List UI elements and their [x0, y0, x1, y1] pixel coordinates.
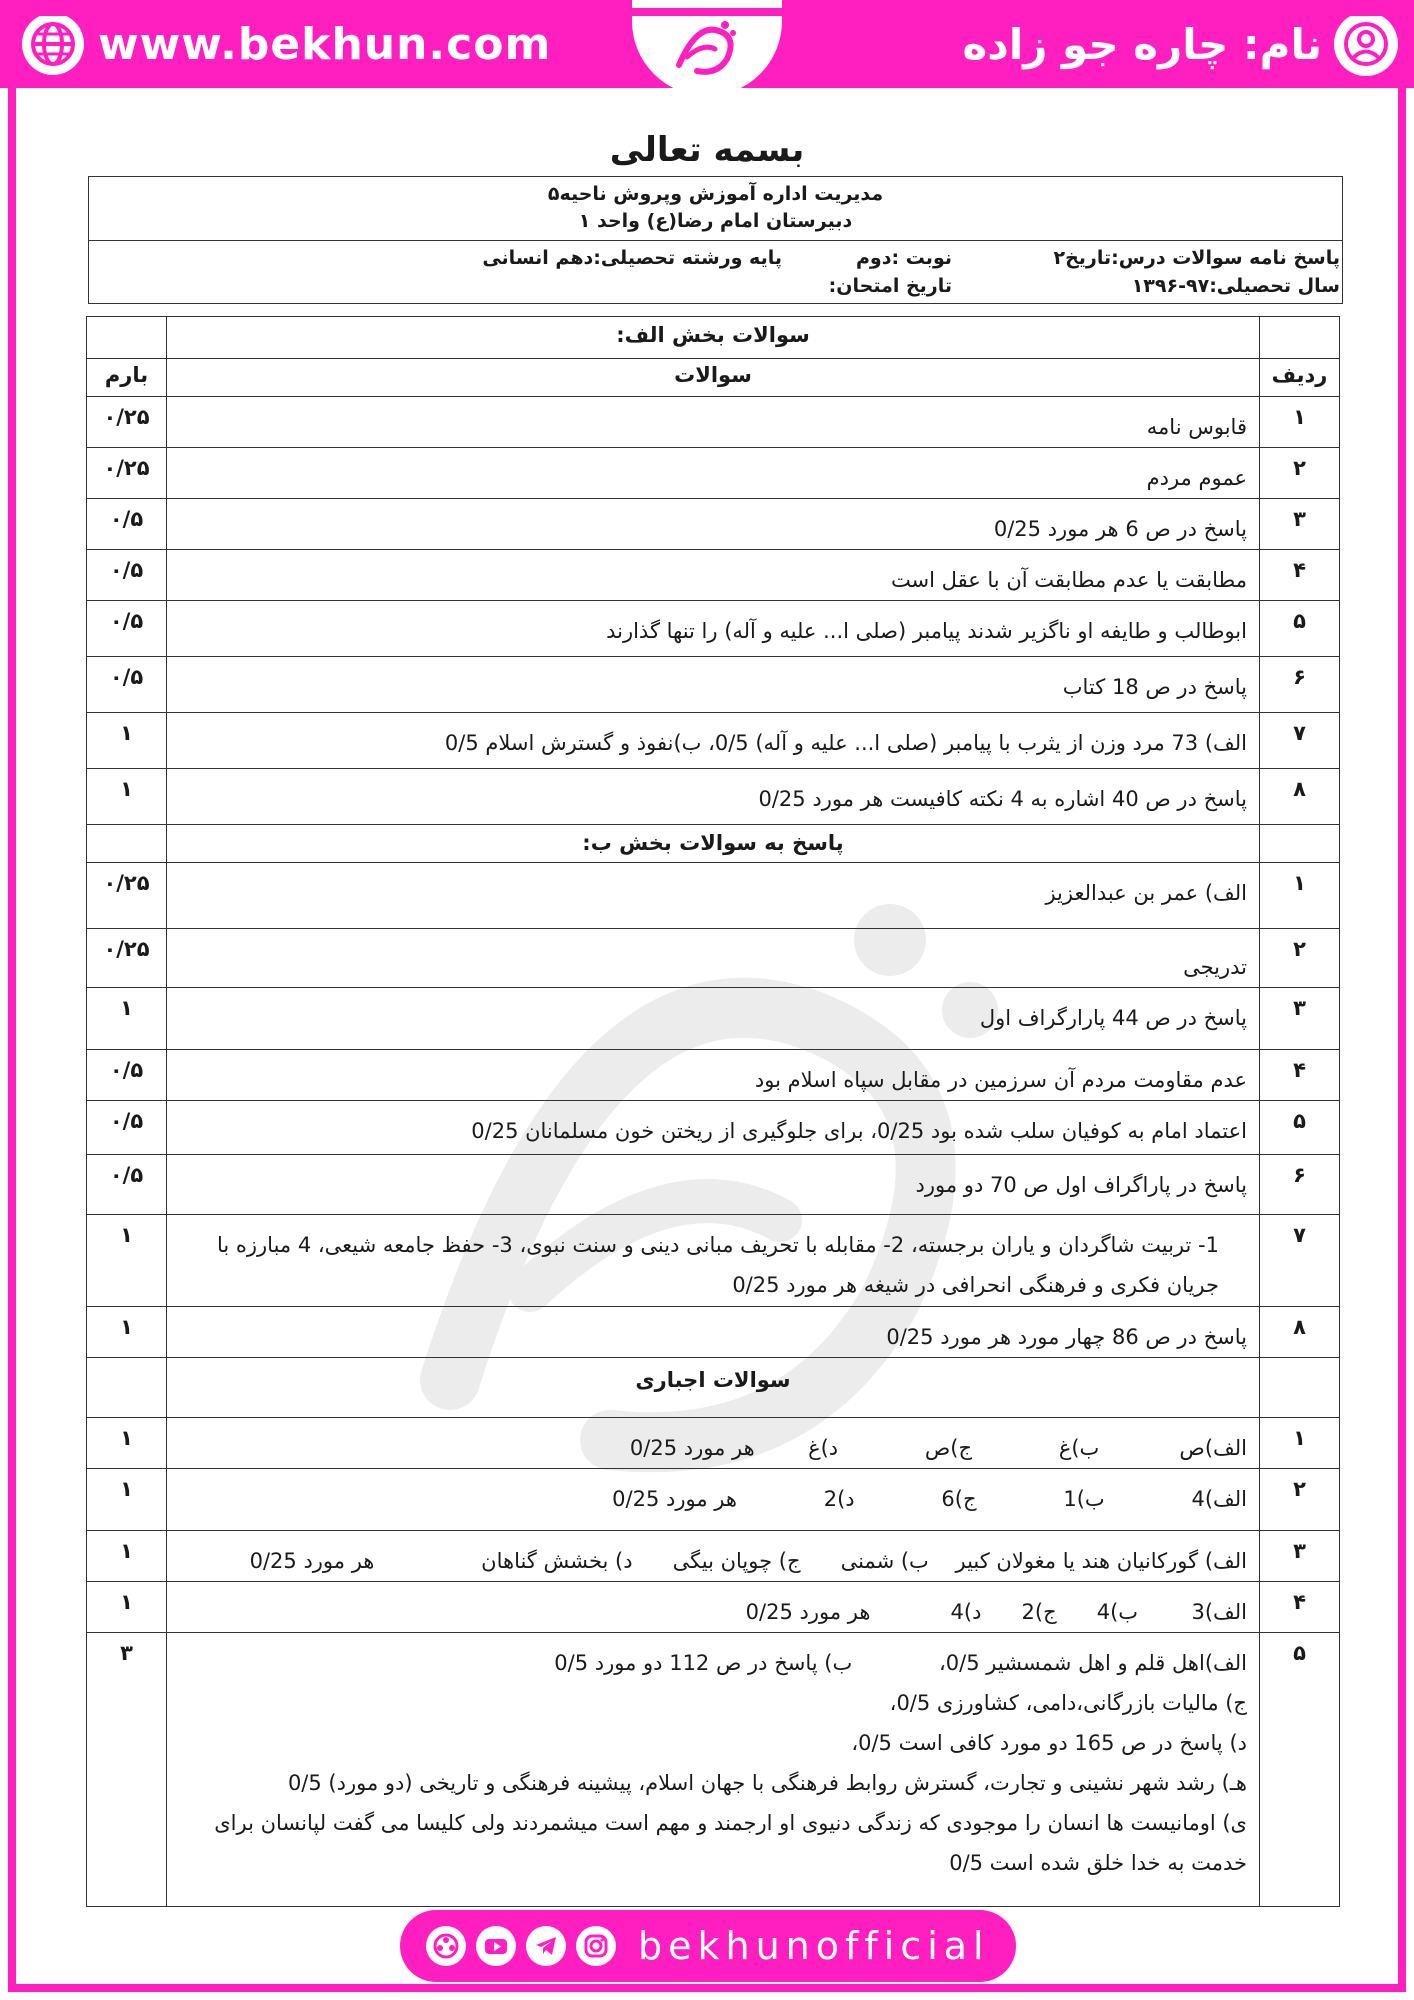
page-title: بسمه تعالی	[609, 130, 805, 170]
table-row: ۱ قابوس نامه ۰/۲۵	[87, 397, 1340, 448]
table-row: ۵ ابوطالب و طایفه او ناگزیر شدند پیامبر (صلی ا... علیه و آله) را تنها گذارند ۰/۵	[87, 601, 1340, 657]
exam-date-label: تاریخ امتحان:	[828, 275, 952, 297]
table-row: ۶ پاسخ در پاراگراف اول ص 70 دو مورد ۰/۵	[87, 1155, 1340, 1215]
grade-label: پایه ورشته تحصیلی:دهم انسانی	[482, 247, 782, 269]
table-row: ۳ الف) گورکانیان هند یا مغولان کبیر ب) شمنی ج) چوپان بیگی د) بخشش گناهان هر مورد 0/25 ۱	[87, 1531, 1340, 1582]
youtube-icon[interactable]	[476, 1926, 516, 1966]
student-name: نام: چاره جو زاده	[962, 19, 1322, 69]
year-label: سال تحصیلی:۹۷-۱۳۹۶	[1131, 275, 1340, 297]
table-row: ۱ الف)ص ب)غ ج)ص د)غ هر مورد 0/25 ۱	[87, 1418, 1340, 1469]
table-row: ۵ اعتماد امام به کوفیان سلب شده بود 0/25، برای جلوگیری از ریختن خون مسلمانان 0/25 ۰/۵	[87, 1101, 1340, 1155]
district-line: مدیریت اداره آموزش وپروش ناحیه۵	[547, 183, 884, 205]
subject-label: پاسخ نامه سوالات درس:تاریخ۲	[1053, 247, 1340, 269]
answer-table	[86, 316, 1340, 1907]
film-reel-icon[interactable]	[426, 1926, 466, 1966]
school-header	[89, 177, 1342, 241]
col-score-header: بارم	[87, 359, 167, 397]
col-question-header: سوالات	[167, 359, 1260, 397]
col-row-header: ردیف	[1260, 359, 1340, 397]
table-row: ۶ پاسخ در ص 18 کتاب ۰/۵	[87, 657, 1340, 713]
exam-info-box	[88, 176, 1343, 304]
instagram-icon[interactable]	[576, 1926, 616, 1966]
section-b-row	[87, 825, 1340, 863]
table-row: ۷ 1- تربیت شاگردان و یاران برجسته، 2- مقابله با تحریف مبانی دینی و سنت نبوی، 3- حفظ جامعه شیعی، 4 مبارزه با جریان فکری و فرهنگی انحرافی در شیغه هر مورد 0/25 ۱	[87, 1215, 1340, 1307]
table-row: ۸ پاسخ در ص 86 چهار مورد هر مورد 0/25 ۱	[87, 1307, 1340, 1358]
section-b-title: پاسخ به سوالات بخش ب:	[167, 825, 1260, 863]
telegram-icon[interactable]	[526, 1926, 566, 1966]
table-row: ۸ پاسخ در ص 40 اشاره به 4 نکته کافیست هر مورد 0/25 ۱	[87, 769, 1340, 825]
school-line: دبیرستان امام رضا(ع) واحد ۱	[578, 210, 853, 232]
table-row: ۲ عموم مردم ۰/۲۵	[87, 448, 1340, 499]
turn-label: نوبت :دوم	[856, 247, 952, 269]
social-footer	[400, 1910, 1016, 1982]
table-row: ۲ الف)4 ب)1 ج)6 د)2 هر مورد 0/25 ۱	[87, 1469, 1340, 1531]
table-header-row	[87, 359, 1340, 397]
table-row: ۷ الف) 73 مرد وزن از یثرب با پیامبر (صلی ا... علیه و آله) 0/5، ب)نفوذ و گسترش اسلام 0/5 ۱	[87, 713, 1340, 769]
table-row: ۳ پاسخ در ص 6 هر مورد 0/25 ۰/۵	[87, 499, 1340, 550]
table-row: ۴ عدم مقاومت مردم آن سرزمین در مقابل سپاه اسلام بود ۰/۵	[87, 1050, 1340, 1101]
table-row: ۴ مطابقت یا عدم مطابقت آن با عقل است ۰/۵	[87, 550, 1340, 601]
section-c-title: سوالات اجباری	[167, 1358, 1260, 1418]
site-url: www.bekhun.com	[98, 18, 552, 70]
table-row: ۱ الف) عمر بن عبدالعزیز ۰/۲۵	[87, 863, 1340, 929]
social-handle: bekhunofficial	[638, 1924, 990, 1968]
table-row: ۲ تدریجی ۰/۲۵	[87, 929, 1340, 988]
table-row: ۴ الف)3 ب)4 ج)2 د)4 هر مورد 0/25 ۱	[87, 1582, 1340, 1633]
section-a-title: سوالات بخش الف:	[167, 317, 1260, 359]
table-row: ۳ پاسخ در ص 44 پارارگراف اول ۱	[87, 988, 1340, 1050]
section-c-row	[87, 1358, 1340, 1418]
table-row: ۵ الف)اهل قلم و اهل شمسشیر 0/5، ب) پاسخ در ص 112 دو مورد 0/5 ج) مالیات بازرگانی،دامی، کشاورزی 0/5، د) پاسخ در ص 165 دو مورد کافی است 0/5، هـ) رشد شهر نشینی و تجارت، گسترش روابط فرهنگی با جهان اسلام، پیشینه فرهنگی و تاریخی (دو مورد) 0/5 ی) اومانیست ها انسان را موجودی که زندگی دنیوی او ارجمند و مهم است میشمردند ولی کلیسا می گفت لپانسان برای خدمت به خدا خلق شده است 0/5 ۳	[87, 1633, 1340, 1907]
multi-part-answer: الف)اهل قلم و اهل شمسشیر 0/5، ب) پاسخ در ص 112 دو مورد 0/5 ج) مالیات بازرگانی،دامی، کشاورزی 0/5، د) پاسخ در ص 165 دو مورد کافی است 0/5، هـ) رشد شهر نشینی و تجارت، گسترش روابط فرهنگی با جهان اسلام، پیشینه فرهنگی و تاریخی (دو مورد) 0/5 ی) اومانیست ها انسان را موجودی که زندگی دنیوی او ارجمند و مهم است میشمردند ولی کلیسا می گفت لپانسان برای خدمت به خدا خلق شده است 0/5	[167, 1633, 1260, 1907]
section-a-row	[87, 317, 1340, 359]
